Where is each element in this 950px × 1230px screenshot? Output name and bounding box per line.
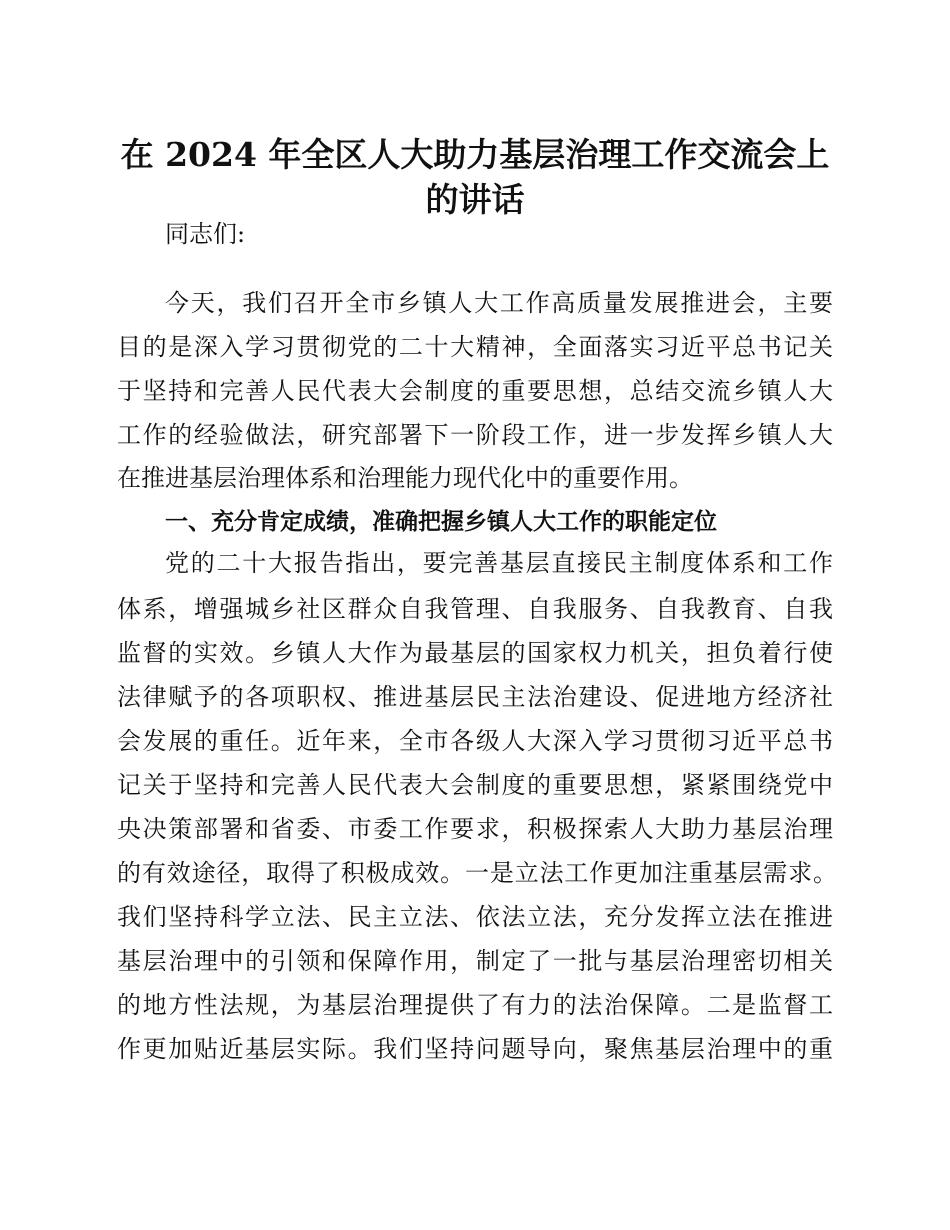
document-title-line-2: 的讲话 xyxy=(425,180,525,219)
paragraph-2-line: 基层治理中的引领和保障作用，制定了一批与基层治理密切相关 xyxy=(117,947,833,975)
paragraph-2-line: 的地方性法规，为基层治理提供了有力的法治保障。二是监督工 xyxy=(117,991,833,1019)
paragraph-2-line: 法律赋予的各项职权、推进基层民主法治建设、促进地方经济社 xyxy=(117,683,833,711)
salutation: 同志们: xyxy=(165,220,246,248)
paragraph-1-line: 在推进基层治理体系和治理能力现代化中的重要作用。 xyxy=(117,464,693,492)
paragraph-1-line: 目的是深入学习贯彻党的二十大精神，全面落实习近平总书记关 xyxy=(117,333,833,361)
paragraph-1-line: 工作的经验做法，研究部署下一阶段工作，进一步发挥乡镇人大 xyxy=(117,421,833,449)
paragraph-2-line: 党的二十大报告指出，要完善基层直接民主制度体系和工作 xyxy=(165,549,833,577)
paragraph-2-line: 体系，增强城乡社区群众自我管理、自我服务、自我教育、自我 xyxy=(117,595,833,623)
section-heading: 一、充分肯定成绩，准确把握乡镇人大工作的职能定位 xyxy=(165,509,717,535)
paragraph-2-line: 的有效途径，取得了积极成效。一是立法工作更加注重基层需求。 xyxy=(117,859,837,887)
paragraph-2-line: 记关于坚持和完善人民代表大会制度的重要思想，紧紧围绕党中 xyxy=(117,771,833,799)
paragraph-2-line: 作更加贴近基层实际。我们坚持问题导向，聚焦基层治理中的重 xyxy=(117,1035,833,1063)
document-title-line-1: 在 2024 年全区人大助力基层治理工作交流会上 xyxy=(120,135,830,174)
paragraph-2-line: 央决策部署和省委、市委工作要求，积极探索人大助力基层治理 xyxy=(117,815,833,843)
paragraph-1-line: 今天，我们召开全市乡镇人大工作高质量发展推进会，主要 xyxy=(165,289,833,317)
paragraph-2-line: 监督的实效。乡镇人大作为最基层的国家权力机关，担负着行使 xyxy=(117,639,833,667)
paragraph-2-line: 我们坚持科学立法、民主立法、依法立法，充分发挥立法在推进 xyxy=(117,903,833,931)
paragraph-2-line: 会发展的重任。近年来，全市各级人大深入学习贯彻习近平总书 xyxy=(117,727,833,755)
paragraph-1-line: 于坚持和完善人民代表大会制度的重要思想，总结交流乡镇人大 xyxy=(117,377,833,405)
